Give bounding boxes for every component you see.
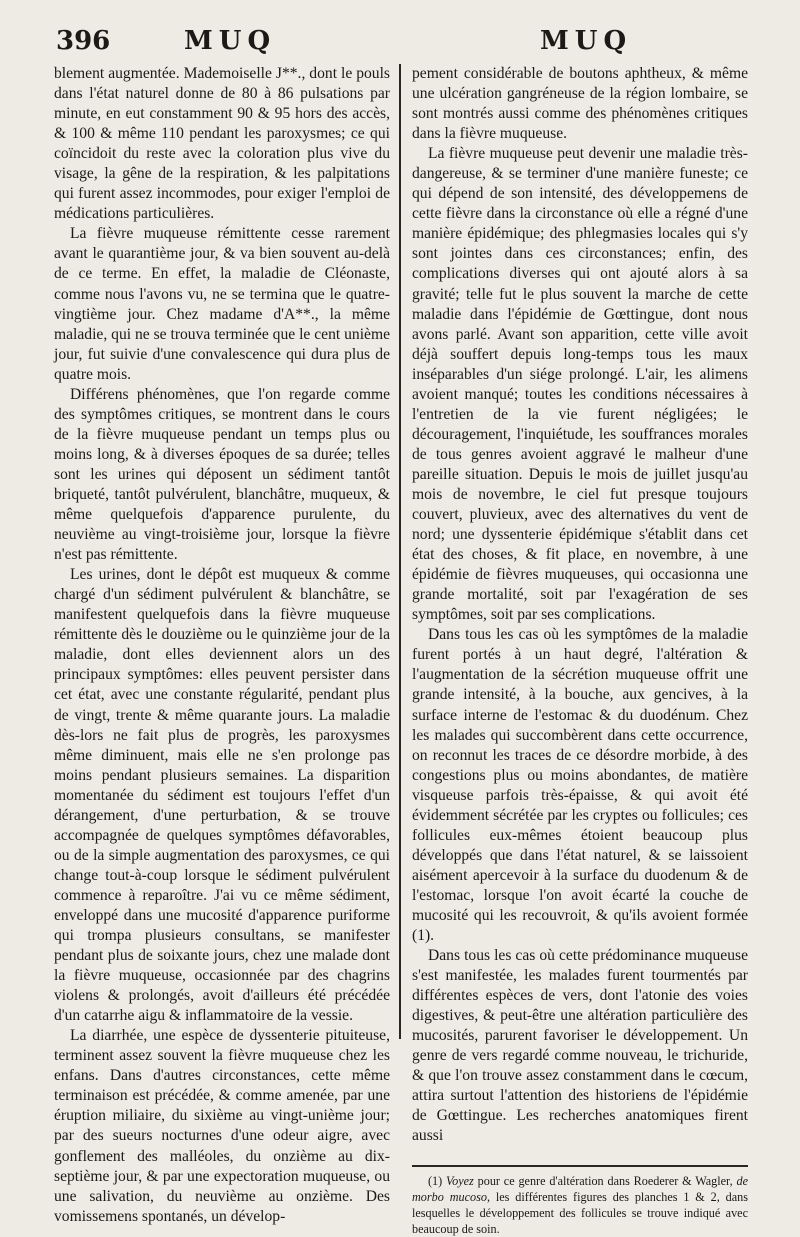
paragraph: Différens phénomènes, que l'on regarde comme des symptômes critiques, se montrent dans le cours de la fièvre muqueuse pendant un temps plus ou moins long, & à diverses époques de sa durée; telles sont les urines qui déposent un sédiment tantôt briqueté, tantôt pulvérulent, blanchâtre, muqueux, & même quelquefois d'apparence purulente, du neuvième au vingt-troisième jour, lorsque la fièvre n'est pas rémittente.	[54, 385, 390, 564]
footnote-marker: (1)	[428, 1173, 443, 1188]
footnote	[412, 1173, 748, 1237]
paragraph: pement considérable de boutons aphtheux, & même une ulcération gangréneuse de la région lombaire, se sont montrés aussi comme des phénomènes critiques dans la fièvre muqueuse.	[412, 65, 748, 143]
paragraph: La diarrhée, une espèce de dyssenterie pituiteuse, terminent assez souvent la fièvre muqueuse chez les enfans. Dans d'autres circonstances, cette même terminaison est précédée, & comme amenée, par une éruption miliaire, du sixième au vingt-unième jour; par des sueurs nocturnes d'une odeur aigre, avec gonflement des malléoles, du onzième au dix-septième jour, & par une expectoration muqueuse, ou une salivation, du neuvième au onzième. Des vomissemens spontanés, un dévelop-	[54, 1027, 390, 1225]
footnote-voyez: Voyez	[446, 1173, 474, 1188]
column-divider	[399, 64, 401, 1039]
right-column	[412, 64, 748, 1237]
page-number: 396	[56, 26, 111, 56]
paragraph: Dans tous les cas où cette prédominance muqueuse s'est manifestée, les malades furent tourmentés par différentes espèces de vers, dont l'atonie des voies digestives, & peut-être une altération particulière des mucosités, parurent favoriser le développement. Un genre de vers regardé comme nouveau, le trichuride, & que l'on trouve assez constamment dans le cœcum, attira surtout l'attention des historiens de l'épidémie de Gœttingue. Les recherches anatomiques firent aussi	[412, 947, 748, 1145]
page-header	[50, 26, 760, 62]
paragraph: Les urines, dont le dépôt est muqueux & comme chargé d'un sédiment pulvérulent & blanchâtre, se manifestent quelquefois dans la fièvre muqueuse rémittente dès le douzième ou le quinzième jour de la maladie, dont elles deviennent alors un des principaux symptômes: elles peuvent persister dans cet état, avec une constante régularité, pendant plus de vingt, trente & même quarante jours. La maladie dès-lors ne fait plus de progrès, les paroxysmes même diminuent, mais elle ne s'en prolonge pas moins pendant plusieurs semaines. La disparition momentanée du sédiment est toujours l'effet d'un dérangement, d'une perturbation, & se trouve accompagnée de quelques symptômes défavorables, ou de la simple augmentation des paroxysmes, ce qui change tout-à-coup lorsque le sédiment pulvérulent commence à reparoître. J'ai vu ce même sédiment, enveloppé dans une mucosité d'apparence puriforme qui trompa plusieurs consultans, se manifester pendant plus de soixante jours, chez une malade dont la fièvre muqueuse, occasionnée par des chagrins violens & prolongés, avoit d'ailleurs été précédée d'un catarrhe aigu & inflammatoire de la vessie.	[54, 566, 390, 1025]
footnote-text-b: , les différentes figures des planches 1 & 2, dans lesquelles le développement des follicules se trouve indiqué avec beaucoup de soin.	[412, 1189, 748, 1236]
running-head-right: MUQ	[540, 26, 633, 56]
footnote-rule	[412, 1165, 748, 1167]
paragraph: blement augmentée. Mademoiselle J**., dont le pouls dans l'état naturel donne de 80 à 86 pulsations par minute, en eut constamment 90 & 95 hors des accès, & 100 & même 110 pendant les paroxysmes; ce qui coïncidoit du reste avec la coloration plus vive du visage, la gêne de la respiration, & les palpitations qui furent assez incommodes, pour exiger l'emploi de médications particulières.	[54, 65, 390, 223]
running-head-left: MUQ	[184, 26, 277, 56]
paragraph: Dans tous les cas où les symptômes de la maladie furent portés à un haut degré, l'altération & l'augmentation de la sécrétion muqueuse offrit une grande intensité, à la bouche, aux gencives, à la surface interne de l'estomac & du duodénum. Chez les malades qui succombèrent dans cette occurrence, on reconnut les traces de ce désordre morbide, à des congestions plus ou moins abondantes, de matière visqueuse parfois très-épaisse, & qui avoit été évidemment sécrétée par les cryptes ou follicules; ces follicules eux-mêmes étoient beaucoup plus développés que dans l'état naturel, & se laissoient aisément apercevoir à la surface du duodenum & de l'estomac, lorsque l'on avoit écarté la couche de mucosité qui les recouvroit, & qu'ils avoient formée (1).	[412, 626, 748, 945]
footnote-work-title: de morbo mucoso	[412, 1173, 748, 1204]
footnote-text-a: pour ce genre d'altération dans Roederer & Wagler,	[477, 1173, 733, 1188]
paragraph: La fièvre muqueuse peut devenir une maladie très-dangereuse, & se terminer d'une manière funeste; ce qui dépend de son intensité, des développemens de cette fièvre dans la circonstance où elle a régné d'une manière épidémique; des phlegmasies locales qui s'y sont jointes dans ces circonstances; enfin, des complications diverses qui ont ajouté alors à sa gravité; telle fut le plus souvent la marche de cette maladie dans l'épidémie de Gœttingue, dont nous avons parlé. Avant son apparition, cette ville avoit déjà souffert depuis long-temps tous les maux inséparables d'un siége prolongé. L'air, les alimens avoient manqué; toutes les conditions nécessaires à l'entretien de la vie furent négligées; le découragement, l'inquiétude, les souffrances morales de tous genres avoient aggravé le malheur d'une pareille situation. Depuis le mois de juillet jusqu'au mois de novembre, le ciel fut presque toujours couvert, pluvieux, avec des alternatives du vent de nord; une dyssenterie épidémique s'établit dans cet état des choses, & fit place, en novembre, à une épidémie de fièvres muqueuses, qui occasionna une grande mortalité, soit par l'exagération de ses symptômes, soit par ses complications.	[412, 145, 748, 624]
left-column	[54, 64, 390, 1227]
paragraph: La fièvre muqueuse rémittente cesse rarement avant le quarantième jour, & va bien souvent au-delà de ce terme. En effet, la maladie de Cléonaste, comme nous l'avons vu, ne se termina que le quatre-vingtième jour. Chez madame d'A**., la même maladie, qui ne se trouva terminée que le cent unième jour, fut suivie d'une convalescence qui dura plus de quatre mois.	[54, 225, 390, 383]
